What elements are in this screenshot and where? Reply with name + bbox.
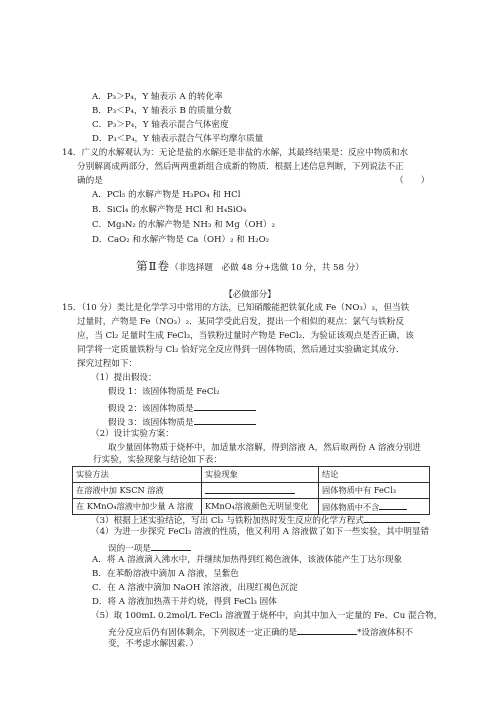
- stem-text: （10 分）类比是化学学习中常用的方法，已知硝酸能把铁氧化成 Fe（NO₃）₃，但当铁: [81, 303, 410, 313]
- stem-text: 广义的水解观认为：无论是盐的水解还是非盐的水解，其最终结果是：反应中物质和水: [81, 148, 409, 158]
- q15-line3: 应，当 Cl₂ 足量时生成 FeCl₃，当铁粉过量时产物是 FeCl₂．为验证该观点是否正确，该: [77, 331, 414, 341]
- q14-stem-line1: [62, 148, 408, 159]
- part-text: 误的一项是: [108, 544, 151, 554]
- q15-p4-option-d: [92, 597, 277, 608]
- q14-option-d: [92, 235, 269, 246]
- q15-part1-title: （1）提出假设：: [91, 373, 157, 383]
- section-subtitle: （非选择题 必做 48 分+选做 10 分，共 58 分）: [169, 263, 364, 273]
- q15-part4-line2: [108, 541, 191, 555]
- option-label: A．: [92, 92, 107, 102]
- q15-part3: [91, 513, 420, 527]
- q14-option-c: [92, 220, 275, 231]
- experiment-table: [72, 466, 430, 515]
- table-cell: 固体物质中有 FeCl₃: [319, 483, 430, 499]
- option-label: A．: [92, 190, 107, 200]
- option-text: P₃＞P₄，Y 轴表示混合气体密度: [107, 120, 229, 130]
- option-text: 在苯酚溶液中滴加 A 溶液，呈紫色: [106, 569, 239, 579]
- q15-part5-line3: 变，不考虑水解因素．）: [108, 639, 199, 649]
- hypothesis-text: 假设 3：该固体物质是: [108, 418, 194, 428]
- option-text: 在 A 溶液中滴加 NaOH 浓溶液，出现红褐色沉淀: [107, 583, 298, 593]
- answer-blank[interactable]: [205, 484, 295, 494]
- q14-stem-line2: 分别解离成两部分，然后两两重新组合成新的物质．根据上述信息判断，下列说法不正: [77, 162, 404, 172]
- q15-line4: 同学将一定质量铁粉与 Cl₂ 恰好完全反应得到一固体物质，然后通过实验确定其成分．: [77, 345, 405, 355]
- option-text: SiCl₄ 的水解产物是 HCl 和 H₄SiO₄: [106, 205, 247, 215]
- table-header: 结论: [319, 467, 430, 483]
- option-label: C．: [92, 220, 108, 230]
- q15-line2: 过量时，产物是 Fe（NO₃）₂．某同学受此启发，提出一个相似的观点：氯气与铁粉反: [77, 317, 404, 327]
- option-text: 将 A 溶液加热蒸干并灼烧，得到 FeCl₃ 固体: [107, 597, 277, 607]
- q15-part2-title: （2）设计实验方案：: [91, 429, 174, 439]
- section-title-text: 第Ⅱ卷: [136, 259, 170, 273]
- answer-bracket: （ ）: [395, 176, 430, 186]
- option-text: CaO₂ 和水解产物是 Ca（OH）₂ 和 H₂O₂: [107, 235, 270, 245]
- q15-part4-line1: （4）为进一步探究 FeCl₃ 溶液的性质，他又利用 A 溶液做了如下一些实验，其中明显错: [91, 527, 430, 537]
- option-label: B．: [92, 569, 107, 579]
- q15-line5: 探究过程如下：: [77, 359, 138, 369]
- q14-option-b: [92, 205, 246, 216]
- q15-p4-option-c: [92, 583, 298, 594]
- cell-text: 固体物质中不含: [322, 502, 380, 513]
- q15-part2-line1: 取少量固体物质于烧杯中，加适量水溶解，得到溶液 A，然后取两份 A 溶液分别进: [108, 443, 421, 453]
- part-text: （3）根据上述实验结论，写出 Cl₂ 与铁粉加热时发生反应的化学方程式: [91, 516, 364, 526]
- answer-blank[interactable]: [379, 500, 407, 510]
- answer-blank[interactable]: [297, 625, 357, 635]
- hypothesis-text: 假设 2：该固体物质是: [108, 404, 194, 414]
- table-row: [73, 483, 430, 499]
- q15-part2-line2: 行实验，实验现象与结论如下表：: [93, 455, 222, 465]
- table-header: 实验方法: [73, 467, 202, 483]
- hypothesis-2: [108, 401, 256, 415]
- table-header-row: [73, 467, 430, 483]
- option-text: Mg₃N₂ 的水解产物是 NH₃ 和 Mg（OH）₂: [107, 220, 275, 230]
- option-label: A．: [92, 555, 107, 565]
- option-text: PCl₅ 的水解产物是 H₃PO₄ 和 HCl: [106, 190, 241, 200]
- table-cell: 在溶液中加 KSCN 溶液: [73, 483, 202, 499]
- table-cell: 在 KMnO₄溶液中加少量 A 溶液: [73, 499, 202, 515]
- q15-line1: [62, 303, 409, 314]
- option-label: B．: [92, 106, 107, 116]
- option-label: D．: [92, 134, 108, 144]
- option-text: 将 A 溶液滴入沸水中，并继续加热得到红褐色液体，该液体能产生丁达尔现象: [106, 555, 403, 565]
- part-text: 充分反应后仍有固体剩余，下列叙述一定正确的是: [108, 628, 298, 638]
- q13-option-c: [92, 120, 229, 131]
- q14-stem-line3: 确的是: [77, 176, 103, 186]
- question-number: 14．: [62, 148, 82, 158]
- option-text: P₃＜P₄，Y 轴表示 B 的质量分数: [106, 106, 232, 116]
- option-label: C．: [92, 120, 108, 130]
- answer-blank[interactable]: [194, 415, 256, 425]
- table-header: 实验现象: [202, 467, 319, 483]
- table-cell: KMnO₄溶液颜色无明显变化: [202, 499, 319, 515]
- part-text: *设溶液体积不: [357, 628, 413, 638]
- q15-part5-line2: [108, 625, 413, 639]
- table-cell-blank[interactable]: [202, 483, 319, 499]
- question-number: 15．: [62, 303, 82, 313]
- option-text: P₃＜P₄，Y 轴表示混合气体平均摩尔质量: [107, 134, 264, 144]
- q15-p4-option-a: [92, 555, 402, 566]
- answer-blank[interactable]: [194, 401, 256, 411]
- option-label: B．: [92, 205, 107, 215]
- q15-p4-option-b: [92, 569, 239, 580]
- option-label: C．: [92, 583, 108, 593]
- answer-blank[interactable]: [364, 513, 420, 523]
- q14-option-a: [92, 190, 240, 201]
- required-part-header: 【必做部分】: [224, 290, 276, 300]
- q13-option-d: [92, 134, 263, 145]
- q13-option-b: [92, 106, 232, 117]
- q13-option-a: [92, 92, 223, 103]
- answer-blank[interactable]: [151, 541, 191, 551]
- q15-part5-line1: （5）取 100mL 0.2mol/L FeCl₃ 溶液置于烧杯中，向其中加入一定量的 Fe、Cu 混合物，: [91, 611, 443, 621]
- hypothesis-1: 假设 1：该固体物质是 FeCl₂: [108, 387, 220, 397]
- section-title: [0, 259, 500, 274]
- option-label: D．: [92, 597, 108, 607]
- option-text: P₃＞P₄，Y 轴表示 A 的转化率: [106, 92, 223, 102]
- option-label: D．: [92, 235, 108, 245]
- hypothesis-3: [108, 415, 256, 429]
